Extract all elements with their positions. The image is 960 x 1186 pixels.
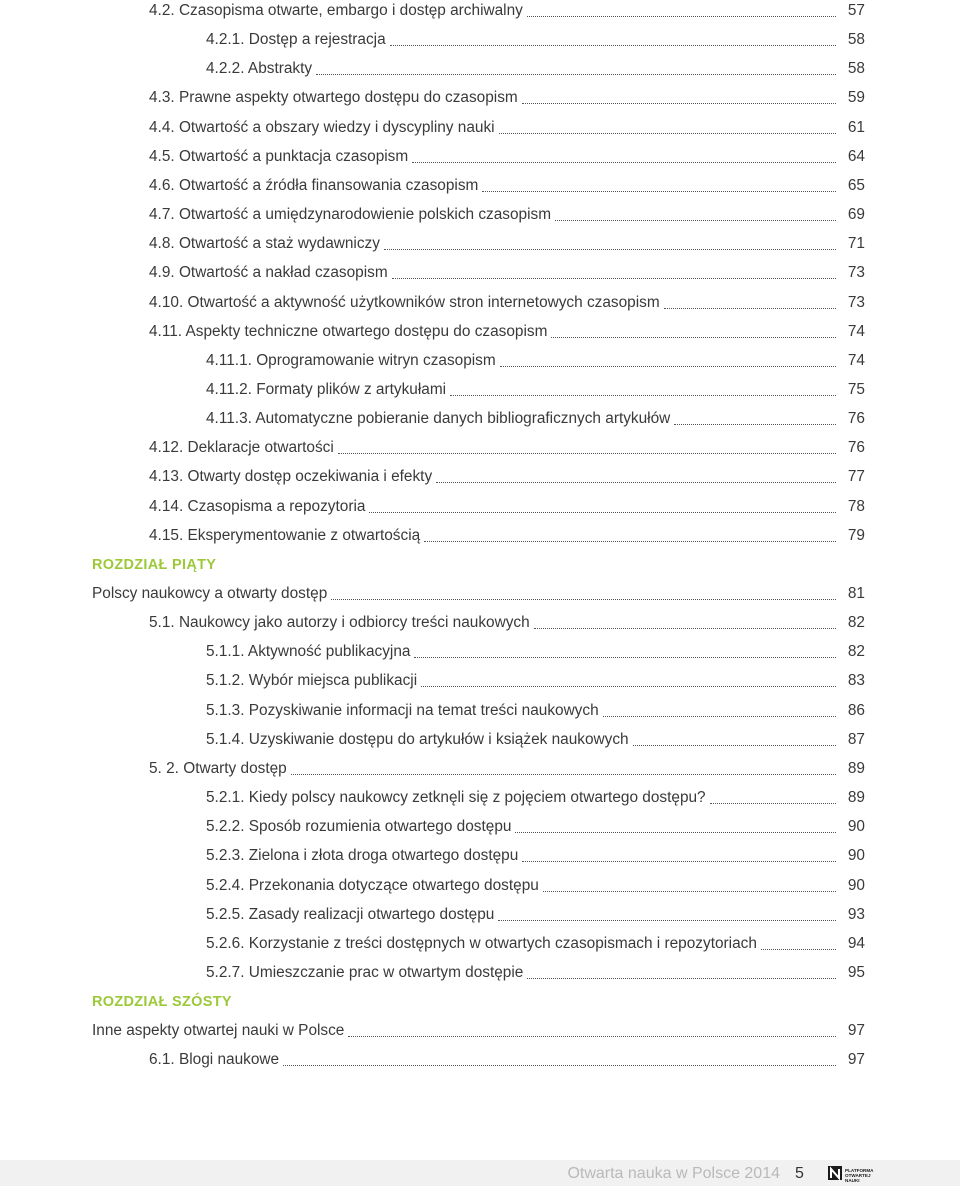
- toc-entry[interactable]: [0, 292, 960, 314]
- toc-entry-title: 4.14. Czasopisma a repozytoria: [149, 498, 366, 515]
- dot-leader: [482, 191, 836, 192]
- toc-entry-page: 64: [847, 148, 865, 165]
- toc-entry-title: 4.2.1. Dostęp a rejestracja: [206, 31, 386, 48]
- toc-entry[interactable]: [0, 437, 960, 459]
- dot-leader: [522, 861, 836, 862]
- toc-entry-page: 74: [847, 352, 865, 369]
- toc-entry-title: 5.2.1. Kiedy polscy naukowcy zetknęli się z pojęciem otwartego dostępu?: [206, 789, 706, 806]
- toc-entry[interactable]: [0, 758, 960, 780]
- toc-entry[interactable]: [0, 787, 960, 809]
- toc-entry-page: 78: [847, 498, 865, 515]
- toc-entry-title: 4.2.2. Abstrakty: [206, 60, 313, 77]
- toc-entry-page: 76: [847, 439, 865, 456]
- toc-entry[interactable]: [0, 204, 960, 226]
- toc-entry-page: 58: [847, 60, 865, 77]
- dot-leader: [674, 424, 836, 425]
- toc-entry-title: 4.11.2. Formaty plików z artykułami: [206, 381, 447, 398]
- toc-entry-page: 71: [847, 235, 865, 252]
- dot-leader: [283, 1065, 836, 1066]
- toc-entry-page: 86: [847, 702, 865, 719]
- dot-leader: [515, 832, 836, 833]
- toc-entry[interactable]: [0, 729, 960, 751]
- dot-leader: [522, 103, 836, 104]
- toc-entry-title: 4.11.3. Automatyczne pobieranie danych bibliograficznych artykułów: [206, 410, 671, 427]
- dot-leader: [527, 16, 836, 17]
- toc-entry-page: 59: [847, 89, 865, 106]
- toc-entry[interactable]: [0, 933, 960, 955]
- toc-entry-page: 81: [847, 585, 865, 602]
- toc-entry-title: 5.1.1. Aktywność publikacyjna: [206, 643, 411, 660]
- toc-entry[interactable]: [0, 525, 960, 547]
- toc-entry-title: 5.2.4. Przekonania dotyczące otwartego dostępu: [206, 877, 539, 894]
- toc-entry-page: 75: [847, 381, 865, 398]
- toc-entry-title: 4.4. Otwartość a obszary wiedzy i dyscypliny nauki: [149, 119, 495, 136]
- toc-entry[interactable]: [0, 58, 960, 80]
- footer-page-number: 5: [795, 1165, 804, 1182]
- dot-leader: [421, 686, 836, 687]
- toc-entry[interactable]: [0, 175, 960, 197]
- toc-entry-title: 4.6. Otwartość a źródła finansowania czasopism: [149, 177, 479, 194]
- dot-leader: [412, 162, 836, 163]
- platform-logo: [826, 1163, 886, 1183]
- dot-leader: [527, 978, 836, 979]
- dot-leader: [499, 133, 836, 134]
- toc-entry-title: Polscy naukowcy a otwarty dostęp: [92, 585, 328, 602]
- svg-text:PLATFORMA: PLATFORMA: [845, 1168, 874, 1173]
- toc-entry[interactable]: [0, 0, 960, 22]
- dot-leader: [392, 278, 836, 279]
- dot-leader: [390, 45, 836, 46]
- toc-entry[interactable]: [0, 321, 960, 343]
- toc-entry-title: 5. 2. Otwarty dostęp: [149, 760, 287, 777]
- toc-entry-title: 4.8. Otwartość a staż wydawniczy: [149, 235, 380, 252]
- toc-entry-page: 97: [847, 1022, 865, 1039]
- dot-leader: [710, 803, 836, 804]
- toc-entry-title: 5.1.3. Pozyskiwanie informacji na temat treści naukowych: [206, 702, 599, 719]
- toc-entry[interactable]: [0, 700, 960, 722]
- footer-publication-title: Otwarta nauka w Polsce 2014: [567, 1165, 780, 1182]
- toc-entry-page: 90: [847, 818, 865, 835]
- toc-entry-page: 82: [847, 643, 865, 660]
- toc-entry[interactable]: [0, 233, 960, 255]
- toc-entry-page: 89: [847, 789, 865, 806]
- dot-leader: [414, 657, 836, 658]
- dot-leader: [348, 1036, 836, 1037]
- footer-bar: [0, 1160, 960, 1186]
- dot-leader: [436, 482, 836, 483]
- toc-entry-title: 4.9. Otwartość a nakład czasopism: [149, 264, 388, 281]
- toc-entry[interactable]: [0, 583, 960, 605]
- toc-entry-page: 83: [847, 672, 865, 689]
- toc-entry-title: 5.2.6. Korzystanie z treści dostępnych w otwartych czasopismach i repozytoriach: [206, 935, 757, 952]
- toc-entry[interactable]: [0, 496, 960, 518]
- dot-leader: [500, 366, 836, 367]
- toc-entry[interactable]: [0, 262, 960, 284]
- toc-entry[interactable]: [0, 408, 960, 430]
- toc-entry-title: 4.15. Eksperymentowanie z otwartością: [149, 527, 421, 544]
- dot-leader: [331, 599, 836, 600]
- toc-entry[interactable]: [0, 466, 960, 488]
- toc-entry-page: 79: [847, 527, 865, 544]
- toc-entry-page: 90: [847, 847, 865, 864]
- svg-text:OTWARTEJ: OTWARTEJ: [845, 1173, 871, 1178]
- toc-entry-page: 93: [847, 906, 865, 923]
- toc-entry-page: 65: [847, 177, 865, 194]
- dot-leader: [338, 453, 836, 454]
- toc-entry-page: 58: [847, 31, 865, 48]
- toc-entry-page: 57: [847, 2, 865, 19]
- dot-leader: [555, 220, 836, 221]
- dot-leader: [384, 249, 836, 250]
- toc-entry-title: 4.7. Otwartość a umiędzynarodowienie polskich czasopism: [149, 206, 552, 223]
- dot-leader: [543, 891, 836, 892]
- toc-entry[interactable]: [0, 146, 960, 168]
- toc-entry-title: 4.10. Otwartość a aktywność użytkowników stron internetowych czasopism: [149, 294, 660, 311]
- toc-entry-page: 97: [847, 1051, 865, 1068]
- toc-entry-title: 5.1.4. Uzyskiwanie dostępu do artykułów i książek naukowych: [206, 731, 629, 748]
- toc-entry[interactable]: [0, 350, 960, 372]
- toc-entry[interactable]: [0, 670, 960, 692]
- toc-entry-title: 5.2.2. Sposób rozumienia otwartego dostępu: [206, 818, 512, 835]
- toc-entry-title: Inne aspekty otwartej nauki w Polsce: [92, 1022, 345, 1039]
- toc-entry-title: 6.1. Blogi naukowe: [149, 1051, 280, 1068]
- dot-leader: [291, 774, 836, 775]
- chapter-heading: ROZDZIAŁ PIĄTY: [92, 557, 217, 573]
- toc-entry-page: 76: [847, 410, 865, 427]
- toc-entry-title: 5.1.2. Wybór miejsca publikacji: [206, 672, 418, 689]
- dot-leader: [369, 512, 836, 513]
- toc-entry-page: 73: [847, 264, 865, 281]
- toc-entry-title: 5.2.5. Zasady realizacji otwartego dostępu: [206, 906, 495, 923]
- toc-entry-page: 74: [847, 323, 865, 340]
- dot-leader: [551, 337, 836, 338]
- toc-entry-page: 82: [847, 614, 865, 631]
- toc-entry-title: 4.5. Otwartość a punktacja czasopism: [149, 148, 409, 165]
- toc-entry[interactable]: [0, 612, 960, 634]
- toc-entry[interactable]: [0, 379, 960, 401]
- toc-entry-page: 61: [847, 119, 865, 136]
- toc-entry-title: 4.11.1. Oprogramowanie witryn czasopism: [206, 352, 496, 369]
- toc-entry[interactable]: [0, 904, 960, 926]
- dot-leader: [761, 949, 836, 950]
- toc-entry[interactable]: [0, 845, 960, 867]
- toc-entry[interactable]: [0, 1020, 960, 1042]
- toc-entry[interactable]: [0, 962, 960, 984]
- dot-leader: [534, 628, 836, 629]
- toc-entry[interactable]: [0, 816, 960, 838]
- dot-leader: [450, 395, 836, 396]
- toc-entry[interactable]: [0, 87, 960, 109]
- toc-entry-title: 4.2. Czasopisma otwarte, embargo i dostęp archiwalny: [149, 2, 523, 19]
- svg-text:NAUKI: NAUKI: [845, 1178, 860, 1183]
- toc-entry[interactable]: [0, 875, 960, 897]
- dot-leader: [633, 745, 836, 746]
- toc-entry-page: 94: [847, 935, 865, 952]
- toc-entry[interactable]: [0, 641, 960, 663]
- dot-leader: [664, 308, 836, 309]
- toc-entry-page: 87: [847, 731, 865, 748]
- toc-entry-title: 4.12. Deklaracje otwartości: [149, 439, 334, 456]
- toc-entry[interactable]: [0, 29, 960, 51]
- toc-entry-title: 4.11. Aspekty techniczne otwartego dostępu do czasopism: [149, 323, 548, 340]
- toc-entry-title: 5.1. Naukowcy jako autorzy i odbiorcy treści naukowych: [149, 614, 530, 631]
- toc-entry-page: 77: [847, 468, 865, 485]
- toc-entry-page: 89: [847, 760, 865, 777]
- dot-leader: [424, 541, 836, 542]
- toc-entry-title: 4.13. Otwarty dostęp oczekiwania i efekty: [149, 468, 433, 485]
- toc-entry-title: 5.2.7. Umieszczanie prac w otwartym dostępie: [206, 964, 524, 981]
- dot-leader: [498, 920, 836, 921]
- dot-leader: [316, 74, 836, 75]
- dot-leader: [603, 716, 836, 717]
- chapter-heading: ROZDZIAŁ SZÓSTY: [92, 994, 232, 1010]
- toc-entry-page: 90: [847, 877, 865, 894]
- toc-entry[interactable]: [0, 1049, 960, 1071]
- toc-entry-page: 69: [847, 206, 865, 223]
- toc-entry-page: 95: [847, 964, 865, 981]
- toc-entry[interactable]: [0, 117, 960, 139]
- toc-entry-page: 73: [847, 294, 865, 311]
- toc-entry-title: 5.2.3. Zielona i złota droga otwartego dostępu: [206, 847, 519, 864]
- toc-entry-title: 4.3. Prawne aspekty otwartego dostępu do czasopism: [149, 89, 518, 106]
